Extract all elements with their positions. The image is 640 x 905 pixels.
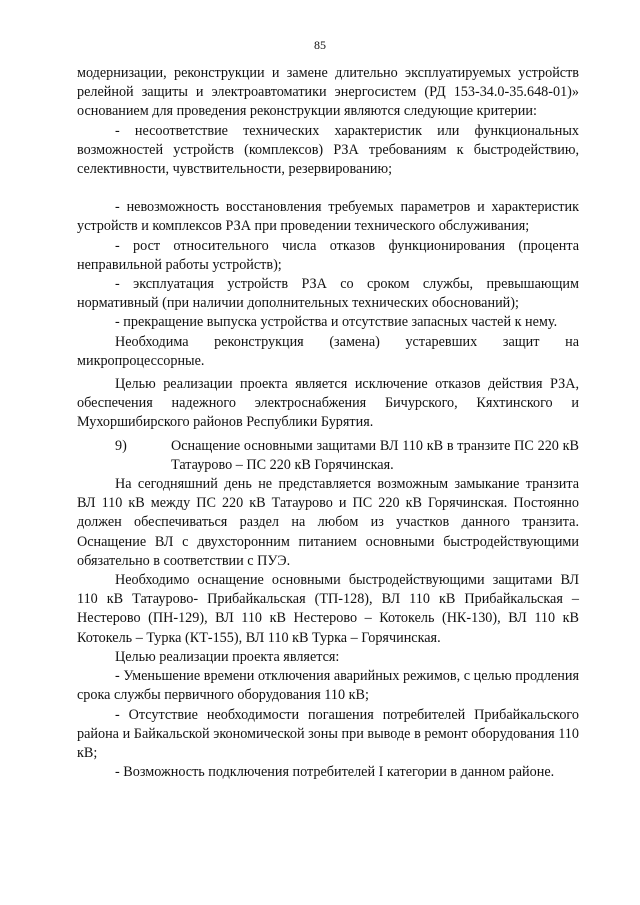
spacer — [77, 179, 579, 198]
criterion-discontinued: - прекращение выпуска устройства и отсутствие запасных частей к нему. — [115, 314, 558, 331]
goal-item-category-one: - Возможность подключения потребителей I категории в данном районе. — [115, 764, 555, 781]
criterion-noncompliance: - несоответствие технических характеристик или функциональных возможностей устройств (комплексов) РЗА требованиям к быстродействию, селективности, чувствительности, резервированию; — [77, 122, 579, 178]
paragraph-intro: модернизации, реконструкции и замене длительно эксплуатируемых устройств релейной защиты и электроавтоматики энергосистем (РД 153-34.0-35.648-01)» основанием для проведения реконструкции являются следующие критерии: — [77, 65, 579, 120]
criterion-restoration: - невозможность восстановления требуемых параметров и характеристик устройств и комплексов РЗА при проведении технического обслуживания; — [77, 199, 579, 235]
goal-item-time-reduction: - Уменьшение времени отключения аварийных режимов, с целью продления срока службы первичного оборудования 110 кВ; — [77, 668, 579, 704]
document-body — [77, 64, 579, 782]
paragraph-protection-needed: Необходимо оснащение основными быстродействующими защитами ВЛ 110 кВ Татаурово- Прибайкальская (ТП-128), ВЛ 110 кВ Прибайкальская – Нестерово (ПН-129), ВЛ 110 кВ Нестерово – Котокель (НК-130), ВЛ 110 кВ Котокель – Турка (КТ-155), ВЛ 110 кВ Турка – Горячинская. — [77, 572, 579, 646]
paragraph-project-goal: Целью реализации проекта является исключение отказов действия РЗА, обеспечения надежного электроснабжения Бичурского, Кяхтинского и Мухоршибирского районов Республики Бурятия. — [77, 376, 579, 431]
criterion-service-life: - эксплуатация устройств РЗА со сроком службы, превышающим нормативный (при наличии дополнительных технических обоснований); — [77, 276, 579, 312]
paragraph-transit-status: На сегодняшний день не представляется возможным замыкание транзита ВЛ 110 кВ между ПС 220 кВ Татаурово и ПС 220 кВ Горячинская. Постоянно должен обеспечиваться раздел на любом из участков данного транзита. Оснащение ВЛ с двухсторонним питанием основными быстродействующими обязательно в соответствии с ПУЭ. — [77, 476, 579, 569]
paragraph-reconstruction-needed: Необходима реконструкция (замена) устаревших защит на — [115, 333, 579, 350]
item-number: 9) — [115, 437, 127, 454]
page-number: 85 — [314, 38, 326, 52]
goal-item-no-shutdown: - Отсутствие необходимости погашения потребителей Прибайкальского района и Байкальской экономической зоны при выводе в ремонт оборудования 110 кВ; — [77, 706, 579, 761]
criterion-failure-rate: - рост относительного числа отказов функционирования (процента неправильной работы устройств); — [77, 237, 579, 273]
paragraph-goal-heading: Целью реализации проекта является: — [115, 648, 340, 665]
item-title: Оснащение основными защитами ВЛ 110 кВ в транзите ПС 220 кВ Татаурово – ПС 220 кВ Горячинская. — [171, 437, 579, 473]
paragraph-reconstruction-needed-cont: микропроцессорные. — [77, 352, 205, 369]
numbered-item-9 — [77, 437, 579, 475]
